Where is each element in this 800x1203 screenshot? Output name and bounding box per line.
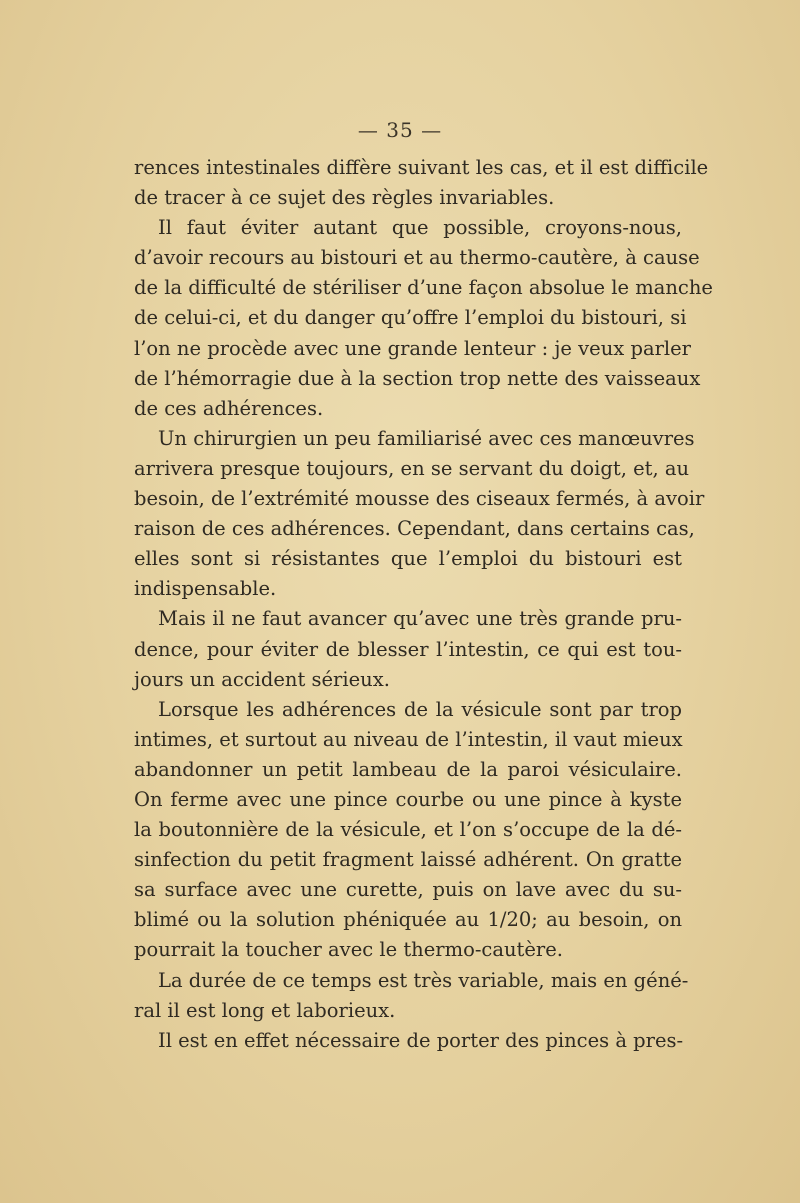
text-line: blimé ou la solution phéniquée au 1/20; au besoin, on: [134, 908, 682, 932]
text-line: pourrait la toucher avec le thermo-cautère.: [134, 938, 563, 962]
text-line: Mais il ne faut avancer qu’avec une très grande pru-: [158, 607, 682, 631]
text-line: de tracer à ce sujet des règles invariables.: [134, 186, 555, 210]
body-text: [134, 153, 713, 1056]
text-line: elles sont si résistantes que l’emploi du bistouri est: [134, 547, 682, 571]
text-line: sinfection du petit fragment laissé adhérent. On gratte: [134, 848, 682, 872]
text-line: la boutonnière de la vésicule, et l’on s’occupe de la dé-: [134, 818, 682, 842]
text-line: de ces adhérences.: [134, 396, 324, 420]
text-line: de celui-ci, et du danger qu’offre l’emploi du bistouri, si: [134, 306, 687, 330]
text-line: sa surface avec une curette, puis on lave avec du su-: [134, 878, 682, 902]
text-line: Il est en effet nécessaire de porter des pinces à pres-: [158, 1028, 684, 1052]
text-line: On ferme avec une pince courbe ou une pince à kyste: [134, 787, 682, 811]
page-number: — 35 —: [357, 118, 443, 142]
text-line: abandonner un petit lambeau de la paroi vésiculaire.: [134, 757, 682, 781]
text-line: arrivera presque toujours, en se servant du doigt, et, au: [134, 456, 690, 480]
text-line: Il faut éviter autant que possible, croyons-nous,: [158, 216, 682, 240]
text-line: jours un accident sérieux.: [134, 667, 390, 691]
text-line: rences intestinales diffère suivant les cas, et il est difficile: [134, 156, 709, 179]
text-line: de la difficulté de stériliser d’une façon absolue le manche: [134, 276, 713, 300]
text-line: Un chirurgien un peu familiarisé avec ces manœuvres: [158, 426, 695, 450]
text-line: l’on ne procède avec une grande lenteur : je veux parler: [134, 336, 692, 360]
text-line: ral il est long et laborieux.: [134, 998, 396, 1022]
text-line: d’avoir recours au bistouri et au thermo-cautère, à cause: [134, 246, 700, 270]
text-line: intimes, et surtout au niveau de l’intestin, il vaut mieux: [134, 727, 683, 751]
text-line: besoin, de l’extrémité mousse des ciseaux fermés, à avoir: [134, 487, 705, 511]
text-line: de l’hémorragie due à la section trop nette des vaisseaux: [134, 366, 701, 390]
text-line: dence, pour éviter de blesser l’intestin, ce qui est tou-: [134, 637, 682, 661]
text-line: Lorsque les adhérences de la vésicule sont par trop: [158, 697, 682, 721]
text-line: raison de ces adhérences. Cependant, dans certains cas,: [134, 517, 695, 541]
text-line: indispensable.: [134, 577, 277, 601]
text-line: La durée de ce temps est très variable, mais en géné-: [158, 968, 689, 992]
